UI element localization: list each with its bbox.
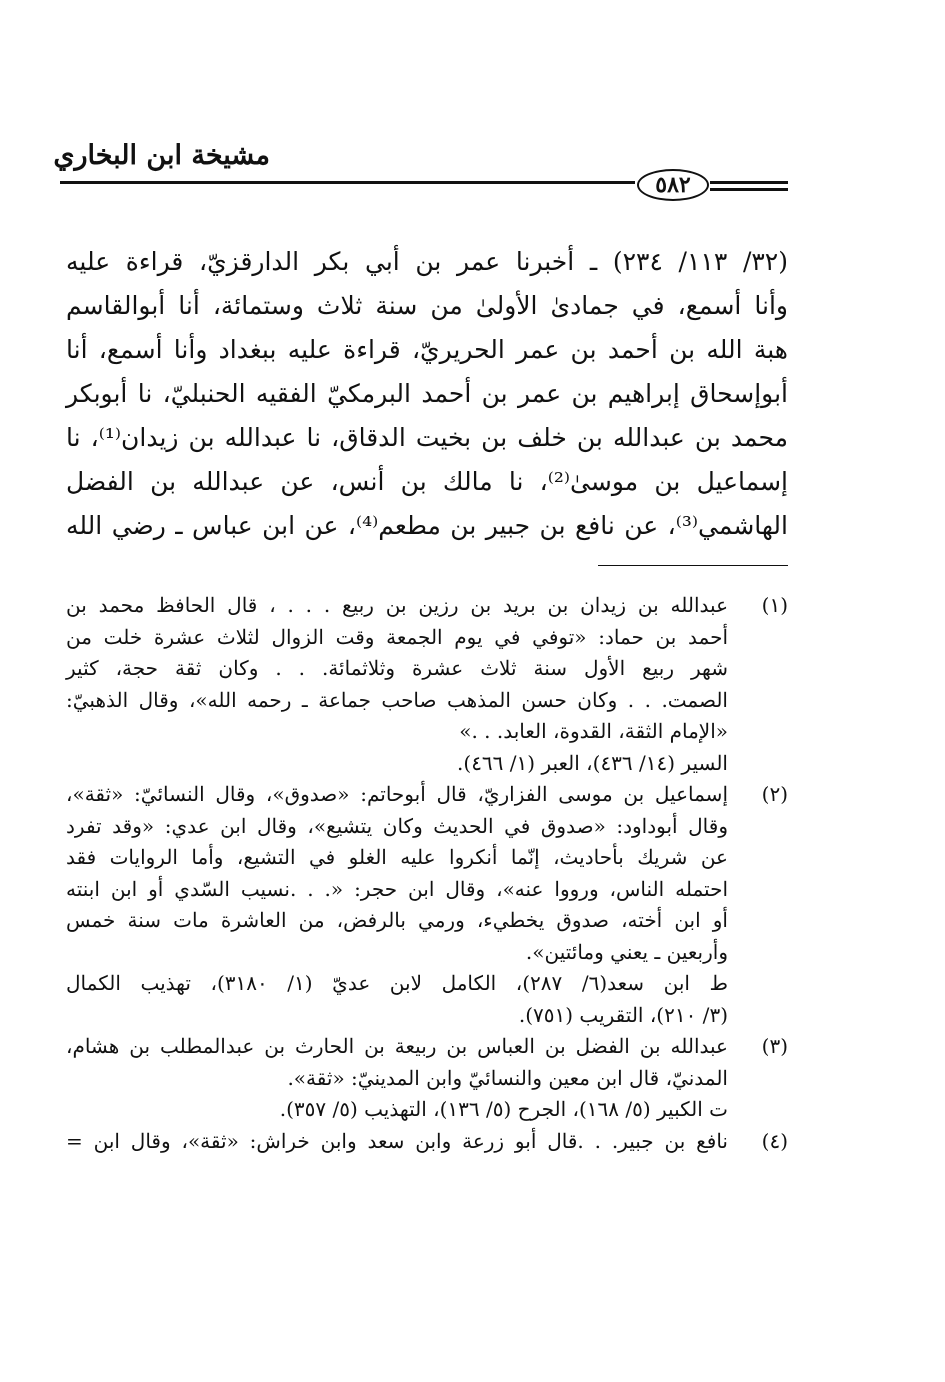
footnote-line: وقال أبوداود: «صدوق في الحديث وكان يتشيع»، وقال ابن عدي: «وقد تفرد — [66, 813, 728, 838]
text-line: محمد بن عبدالله بن خلف بن بخيت الدقاق، نا عبدالله بن زيدان⁽¹⁾، نا — [66, 423, 788, 452]
text-line: (٣٢/ ١١٣/ ٢٣٤) ـ أخبرنا عمر بن أبي بكر الدارقزيّ، قراءة عليه — [66, 247, 788, 276]
text-line: وأنا أسمع، في جمادىٰ الأولىٰ من سنة ثلاث وستمائة، أنا أبوالقاسم — [66, 291, 788, 320]
footnote-line: نافع بن جبير. . .قال أبو زرعة وابن سعد وابن خراش: «ثقة»، وقال ابن = — [66, 1128, 728, 1153]
footnote-4 — [66, 1126, 788, 1158]
footnote-number: (١) — [761, 593, 788, 617]
footnote-line: عبدالله بن زيدان بن بريد بن رزين بن ربيع . . . ، قال الحافظ محمد بن — [66, 593, 728, 617]
header-rule-short — [710, 188, 788, 191]
footnotes — [66, 590, 788, 1157]
footnote-number: (٣) — [761, 1034, 788, 1058]
footnote-line: المدنيّ، قال ابن معين والنسائيّ وابن المدينيّ: «ثقة». — [287, 1065, 728, 1090]
footnote-line: إسماعيل بن موسى الفزاريّ، قال أبوحاتم: «صدوق»، وقال النسائيّ: «ثقة»، — [66, 782, 728, 806]
footnote-3 — [66, 1031, 788, 1126]
footnote-line: أحمد بن حماد: «توفي في يوم الجمعة وقت الزوال لثلاث عشرة خلت من — [66, 624, 728, 649]
page-number-badge: ٥٨٢ — [637, 169, 709, 201]
text-line: هبة الله بن أحمد بن عمر الحريريّ، قراءة عليه ببغداد وأنا أسمع، أنا — [66, 335, 788, 364]
footnote-line: عبدالله بن الفضل بن العباس بن ربيعة بن الحارث بن عبدالمطلب بن هشام، — [66, 1034, 728, 1058]
footnote-1 — [66, 590, 788, 779]
footnote-line: «الإمام الثقة، القدوة، العابد. . .» — [459, 719, 728, 743]
footnote-line: شهر ربيع الأول سنة ثلاث عشرة وثلاثمائة. . . وكان ثقة حجة، كثير — [66, 656, 728, 680]
footnote-2 — [66, 779, 788, 1031]
header-rule — [60, 181, 635, 184]
footnote-line: عن شريك بأحاديث، إنّما أنكروا عليه الغلو في التشيع، وأما الروايات فقد — [66, 845, 728, 869]
footnote-line: ت الكبير (٥/ ١٦٨)، الجرح (٥/ ١٣٦)، التهذيب (٥/ ٣٥٧). — [279, 1097, 728, 1121]
text-line: الهاشمي⁽³⁾، عن نافع بن جبير بن مطعم⁽⁴⁾، عن ابن عباس ـ رضي الله — [66, 511, 788, 540]
footnote-line: احتمله الناس، ورووا عنه»، وقال ابن حجر: «. . .نسيب السّدي أو ابن ابنته — [66, 876, 728, 901]
header-rule-short — [710, 181, 788, 184]
footnote-number: (٢) — [761, 782, 788, 806]
footnote-line: الصمت. . . وكان حسن المذهب صاحب جماعة ـ رحمه الله»، وقال الذهبيّ: — [66, 687, 728, 712]
footnote-line: (٣/ ٢١٠)، التقريب (٧٥١). — [518, 1002, 728, 1027]
footnote-line: ط ابن سعد(٦/ ٢٨٧)، الكامل لابن عديّ (١/ ٣١٨٠)، تهذيب الكمال — [66, 971, 729, 995]
footnote-separator — [598, 565, 788, 566]
footnote-line: السير (١٤/ ٤٣٦)، العبر (١/ ٤٦٦). — [457, 750, 728, 775]
text-line: إسماعيل بن موسىٰ⁽²⁾، نا مالك بن أنس، عن عبدالله بن الفضل — [66, 467, 788, 496]
footnote-line: أو ابن أخته، صدوق يخطيء، ورمي بالرفض، من العاشرة مات سنة خمس — [66, 908, 728, 932]
footnote-line: وأربعين ـ يعني ومائتين». — [525, 939, 728, 964]
running-header-title: مشيخة ابن البخاري — [53, 140, 270, 171]
hadith-text — [66, 240, 788, 548]
text-line: أبوإسحاق إبراهيم بن عمر بن أحمد البرمكيّ الفقيه الحنبليّ، نا أبوبكر — [66, 379, 788, 408]
footnote-number: (٤) — [761, 1128, 788, 1153]
